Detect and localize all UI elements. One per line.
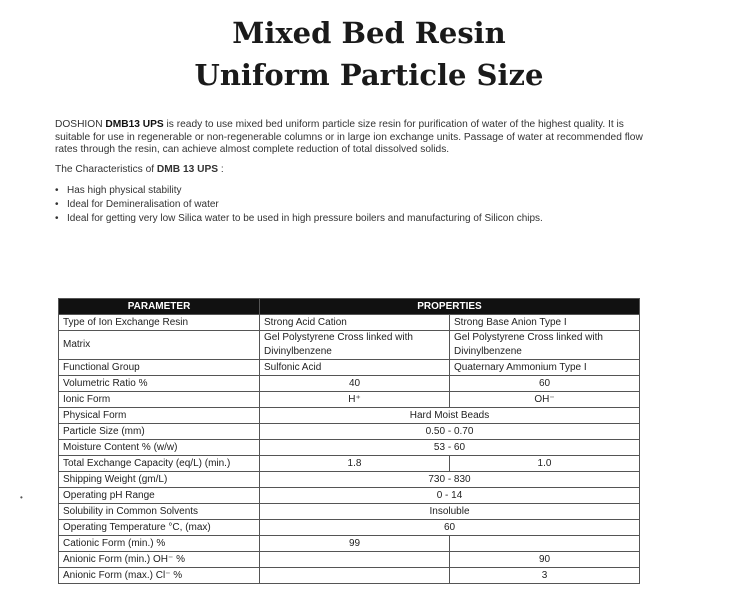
anion-cell: 1.0: [450, 456, 640, 472]
characteristics-suffix: :: [218, 164, 224, 175]
anion-cell: Strong Base Anion Type I: [450, 315, 640, 331]
table-row: [59, 520, 640, 536]
table-row: [59, 331, 640, 360]
param-cell: Operating pH Range: [59, 488, 260, 504]
table-row: [59, 472, 640, 488]
table-row: [59, 424, 640, 440]
anion-cell: Gel Polystyrene Cross linked with Divinylbenzene: [450, 331, 640, 360]
param-cell: Shipping Weight (gm/L): [59, 472, 260, 488]
param-cell: Moisture Content % (w/w): [59, 440, 260, 456]
table-row: [59, 376, 640, 392]
title-line-1: Mixed Bed Resin: [232, 16, 506, 50]
param-cell: Operating Temperature °C, (max): [59, 520, 260, 536]
cation-cell: Sulfonic Acid: [260, 360, 450, 376]
value-cell: Insoluble: [260, 504, 640, 520]
cation-cell: 40: [260, 376, 450, 392]
anion-cell: Quaternary Ammonium Type I: [450, 360, 640, 376]
param-cell: Cationic Form (min.) %: [59, 536, 260, 552]
anion-cell: [450, 536, 640, 552]
intro-text: is ready to use mixed bed uniform particle size resin for purification of water of the highest quality. It is suitable for use in regenerable or non-regenerable columns or in large ion exchange units. Passage of water at recommended flow rates through the resin, can achieve almost complete reduction of total dissolved solids.: [55, 119, 643, 155]
cation-cell: 99: [260, 536, 450, 552]
stray-mark: •: [20, 493, 23, 502]
value-cell: 730 - 830: [260, 472, 640, 488]
list-item: • Has high physical stability: [55, 184, 543, 198]
characteristics-product: DMB 13 UPS: [156, 164, 219, 175]
param-cell: Solubility in Common Solvents: [59, 504, 260, 520]
param-cell: Anionic Form (max.) Cl⁻ %: [59, 568, 260, 584]
properties-table: [58, 298, 640, 584]
table-row: [59, 568, 640, 584]
anion-cell: 3: [450, 568, 640, 584]
table-row: [59, 360, 640, 376]
cation-cell: [260, 568, 450, 584]
table-row: [59, 488, 640, 504]
list-item: • Ideal for Demineralisation of water: [55, 198, 543, 212]
param-cell: Functional Group: [59, 360, 260, 376]
param-cell: Matrix: [59, 331, 260, 360]
product-code: DMB13 UPS: [105, 119, 164, 130]
table-header-row: [59, 299, 640, 315]
list-item: • Ideal for getting very low Silica water to be used in high pressure boilers and manufacturing of Silicon chips.: [55, 212, 543, 226]
characteristics-heading: [55, 164, 224, 175]
cation-cell: Strong Acid Cation: [260, 315, 450, 331]
param-cell: Physical Form: [59, 408, 260, 424]
cation-cell: H⁺: [260, 392, 450, 408]
table-row: [59, 552, 640, 568]
param-cell: Ionic Form: [59, 392, 260, 408]
param-cell: Type of Ion Exchange Resin: [59, 315, 260, 331]
table-row: [59, 315, 640, 331]
anion-cell: OH⁻: [450, 392, 640, 408]
title-line-2: Uniform Particle Size: [194, 58, 544, 92]
table-row: [59, 392, 640, 408]
intro-paragraph: [55, 119, 645, 157]
value-cell: 0.50 - 0.70: [260, 424, 640, 440]
value-cell: Hard Moist Beads: [260, 408, 640, 424]
cation-cell: Gel Polystyrene Cross linked with Divinylbenzene: [260, 331, 450, 360]
header-properties: PROPERTIES: [260, 299, 640, 315]
cation-cell: [260, 552, 450, 568]
value-cell: 0 - 14: [260, 488, 640, 504]
brand-name: DOSHION: [55, 119, 103, 130]
table-row: [59, 504, 640, 520]
table-row: [59, 408, 640, 424]
param-cell: Particle Size (mm): [59, 424, 260, 440]
anion-cell: 60: [450, 376, 640, 392]
characteristics-prefix: The Characteristics of: [55, 164, 157, 175]
param-cell: Volumetric Ratio %: [59, 376, 260, 392]
characteristics-list: [55, 184, 543, 226]
value-cell: 60: [260, 520, 640, 536]
value-cell: 53 - 60: [260, 440, 640, 456]
cation-cell: 1.8: [260, 456, 450, 472]
table-row: [59, 536, 640, 552]
header-parameter: PARAMETER: [59, 299, 260, 315]
param-cell: Anionic Form (min.) OH⁻ %: [59, 552, 260, 568]
table-row: [59, 456, 640, 472]
anion-cell: 90: [450, 552, 640, 568]
table-row: [59, 440, 640, 456]
param-cell: Total Exchange Capacity (eq/L) (min.): [59, 456, 260, 472]
